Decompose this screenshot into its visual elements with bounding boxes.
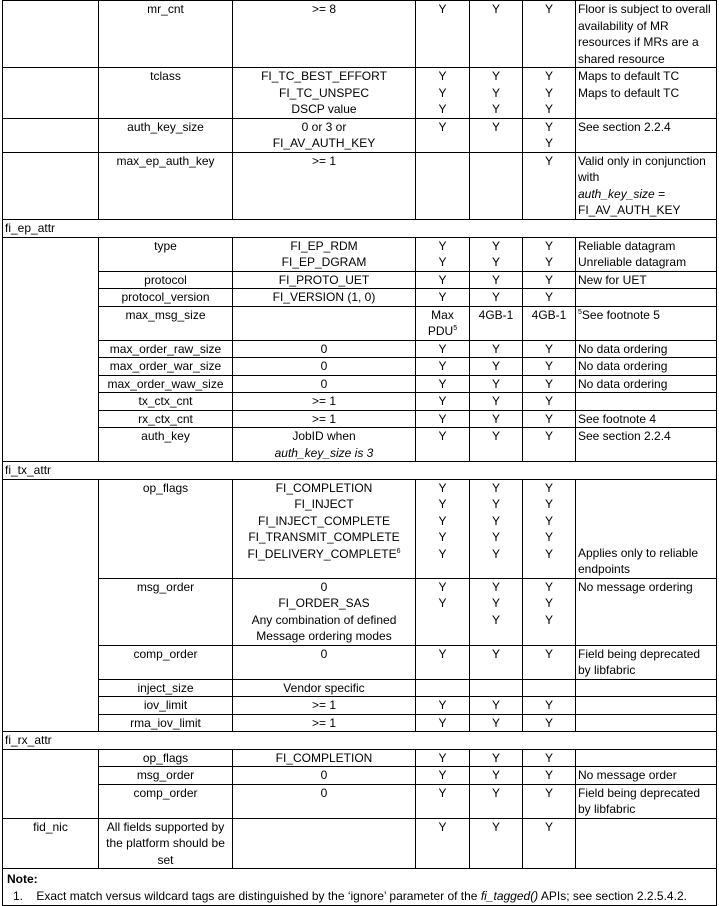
table-row: op_flags FI_COMPLETION FI_INJECT FI_INJECT_COMPLETE FI_TRANSMIT_COMPLETE FI_DELIVERY_COMPLETE$^6$ Y Y Y Y Y Y Y Y Y Y Y Y Y Y Y Applies only to reliable endpoints: [3, 479, 717, 578]
table-row: tclass FI_TC_BEST_EFFORT FI_TC_UNSPEC DSCP value Y Y Y Y Y Y Y Y Y Maps to default TC Maps to default TC: [3, 68, 717, 119]
group-label: fi_ep_attr: [3, 219, 717, 237]
field-name: max_msg_size: [99, 306, 233, 340]
field-name: tx_ctx_cnt: [99, 393, 233, 411]
attribute-table: [2, 0, 717, 906]
table-row: mr_cnt >= 8 Y Y Y Floor is subject to overall availability of MR resources if MRs are a shared resource: [3, 1, 717, 68]
field-note: Maps to default TC Maps to default TC: [576, 68, 717, 119]
field-value: 0 or 3 or FI_AV_AUTH_KEY: [233, 118, 416, 152]
table-row: max_order_raw_size 0 Y Y Y No data ordering: [3, 340, 717, 358]
field-name: All fields supported by the platform should be set: [99, 818, 233, 869]
field-name: max_ep_auth_key: [99, 152, 233, 219]
group-label: fi_tx_attr: [3, 462, 717, 480]
note-heading: Note:: [7, 872, 38, 886]
table-row: auth_key_size 0 or 3 or FI_AV_AUTH_KEY Y Y Y Y See section 2.2.4: [3, 118, 717, 152]
field-note: Floor is subject to overall availability of MR resources if MRs are a shared resource: [576, 1, 717, 68]
field-note: See section 2.2.4: [576, 118, 717, 152]
table-row: iov_limit >= 1 Y Y Y: [3, 697, 717, 715]
field-name: comp_order: [99, 784, 233, 818]
field-name: protocol: [99, 271, 233, 289]
field-name: type: [99, 237, 233, 271]
table-row: max_order_war_size 0 Y Y Y No data ordering: [3, 358, 717, 376]
table-row: protocol_version FI_VERSION (1, 0) Y Y Y: [3, 289, 717, 307]
table-row: comp_order 0 Y Y Y Field being deprecated by libfabric: [3, 645, 717, 679]
field-name: inject_size: [99, 679, 233, 697]
field-note: Applies only to reliable endpoints: [576, 479, 717, 578]
field-name: max_order_war_size: [99, 358, 233, 376]
table-row: op_flags FI_COMPLETION Y Y Y: [3, 749, 717, 767]
field-name: iov_limit: [99, 697, 233, 715]
table-row: [3, 462, 717, 480]
field-name: auth_key_size: [99, 118, 233, 152]
table-row: rma_iov_limit >= 1 Y Y Y: [3, 714, 717, 732]
field-name: tclass: [99, 68, 233, 119]
field-name: op_flags: [99, 749, 233, 767]
note-row: [3, 869, 717, 906]
field-value: FI_EP_RDM FI_EP_DGRAM: [233, 237, 416, 271]
table-row: max_msg_size Max PDU$^5$ 4GB-1 4GB-1 $^5$See footnote 5: [3, 306, 717, 340]
table-row: tx_ctx_cnt >= 1 Y Y Y: [3, 393, 717, 411]
table-row: fid_nic All fields supported by the platform should be set Y Y Y: [3, 818, 717, 869]
field-value: FI_VERSION (1, 0): [233, 289, 416, 307]
field-name: rma_iov_limit: [99, 714, 233, 732]
field-name: comp_order: [99, 645, 233, 679]
note-item: 1. Exact match versus wildcard tags are distinguished by the ‘ignore’ parameter of the fi_tagged() APIs; see section 2.2.5.4.2.: [13, 889, 687, 903]
table-row: type FI_EP_RDM FI_EP_DGRAM Y Y Y Y Y Y Reliable datagram Unreliable datagram: [3, 237, 717, 271]
table-row: max_ep_auth_key >= 1 Y Valid only in conjunction with auth_key_size = FI_AV_AUTH_KEY: [3, 152, 717, 219]
table-row: msg_order 0 Y Y Y No message order: [3, 767, 717, 785]
field-note: New for UET: [576, 271, 717, 289]
field-name: op_flags: [99, 479, 233, 578]
table-row: msg_order 0 FI_ORDER_SAS Any combination of defined Message ordering modes Y Y Y Y Y Y Y Y No message ordering: [3, 578, 717, 645]
table-row: comp_order 0 Y Y Y Field being deprecated by libfabric: [3, 784, 717, 818]
table-row: protocol FI_PROTO_UET Y Y Y New for UET: [3, 271, 717, 289]
field-value: FI_TC_BEST_EFFORT FI_TC_UNSPEC DSCP value: [233, 68, 416, 119]
table-row: [3, 219, 717, 237]
group-label: fi_rx_attr: [3, 732, 717, 750]
footnote: [3, 869, 717, 906]
field-name: max_order_raw_size: [99, 340, 233, 358]
group-label: fid_nic: [3, 818, 99, 869]
table-row: auth_key JobID when auth_key_size is 3 Y Y Y See section 2.2.4: [3, 428, 717, 462]
field-name: mr_cnt: [99, 1, 233, 68]
field-name: rx_ctx_cnt: [99, 410, 233, 428]
field-name: msg_order: [99, 767, 233, 785]
field-note: Valid only in conjunction with auth_key_size = FI_AV_AUTH_KEY: [576, 152, 717, 219]
field-note: Reliable datagram Unreliable datagram: [576, 237, 717, 271]
table-row: [3, 732, 717, 750]
table-row: inject_size Vendor specific: [3, 679, 717, 697]
field-value: >= 8: [233, 1, 416, 68]
field-name: protocol_version: [99, 289, 233, 307]
field-note: $^5$See footnote 5: [576, 306, 717, 340]
table-row: max_order_waw_size 0 Y Y Y No data ordering: [3, 375, 717, 393]
field-value: FI_PROTO_UET: [233, 271, 416, 289]
field-name: max_order_waw_size: [99, 375, 233, 393]
table-row: rx_ctx_cnt >= 1 Y Y Y See footnote 4: [3, 410, 717, 428]
field-value: >= 1: [233, 152, 416, 219]
field-name: auth_key: [99, 428, 233, 462]
field-name: msg_order: [99, 578, 233, 645]
